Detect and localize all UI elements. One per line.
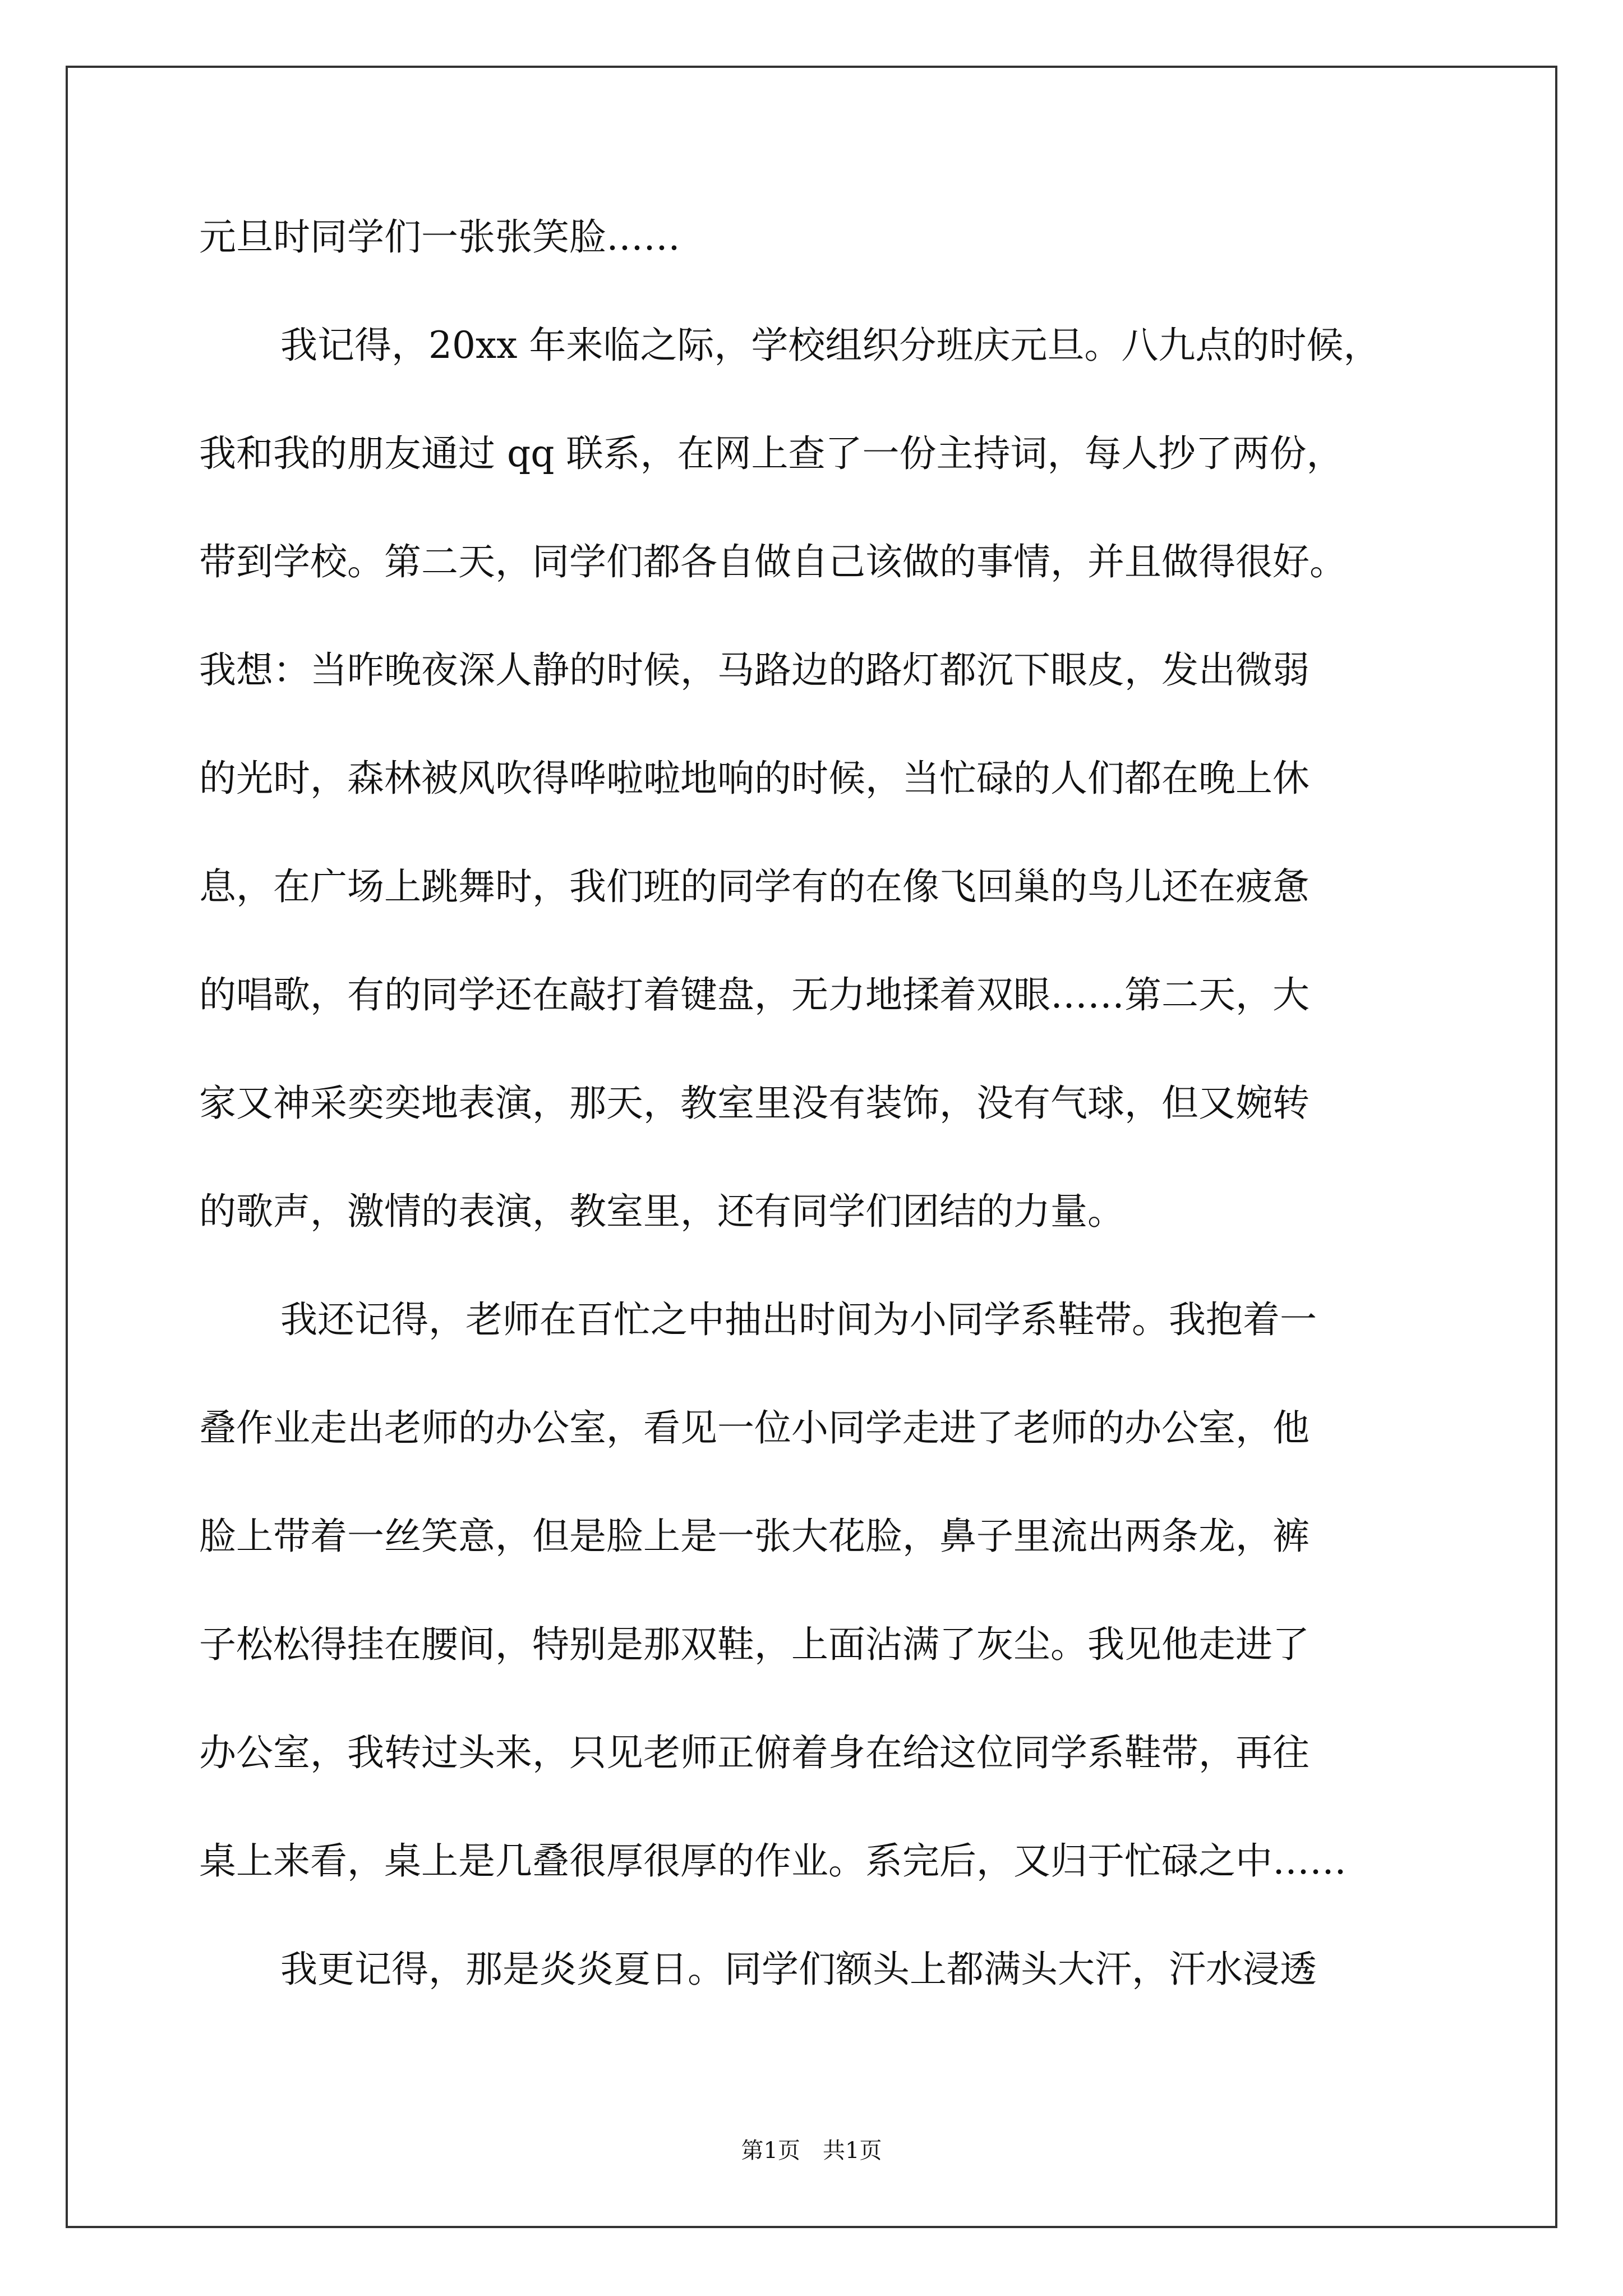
document-body [199,216,1489,2056]
text-line: 我想：当昨晚夜深人静的时候，马路边的路灯都沉下眼皮，发出微弱 [199,648,1310,692]
text-line: 桌上来看，桌上是几叠很厚很厚的作业。系完后，又归于忙碌之中…… [199,1839,1347,1883]
text-line: 子松松得挂在腰间，特别是那双鞋，上面沾满了灰尘。我见他走进了 [199,1623,1310,1666]
text-line: 办公室，我转过头来，只见老师正俯着身在给这位同学系鞋带，再往 [199,1731,1310,1774]
text-line: 我和我的朋友通过 qq 联系，在网上查了一份主持词，每人抄了两份， [199,432,1344,475]
page-footer: 第1页 共1页 [741,2138,882,2164]
text-line: 元旦时同学们一张张笑脸…… [199,215,680,259]
text-line: 的唱歌，有的同学还在敲打着键盘，无力地揉着双眼……第二天，大 [199,973,1310,1016]
text-line: 息，在广场上跳舞时，我们班的同学有的在像飞回巢的鸟儿还在疲惫 [199,865,1310,908]
text-line: 的光时，森林被风吹得哗啦啦地响的时候，当忙碌的人们都在晚上休 [199,757,1310,800]
text-line: 叠作业走出老师的办公室，看见一位小同学走进了老师的办公室，他 [199,1406,1310,1450]
text-line: 家又神采奕奕地表演，那天，教室里没有装饰，没有气球，但又婉转 [199,1082,1310,1125]
text-line: 我更记得，那是炎炎夏日。同学们额头上都满头大汗，汗水浸透 [280,1948,1317,1991]
text-line: 的歌声，激情的表演，教室里，还有同学们团结的力量。 [199,1190,1124,1233]
text-line: 我还记得，老师在百忙之中抽出时间为小同学系鞋带。我抱着一 [280,1298,1317,1341]
text-line: 我记得，20xx 年来临之际，学校组织分班庆元旦。八九点的时候， [280,324,1381,367]
text-line: 脸上带着一丝笑意，但是脸上是一张大花脸，鼻子里流出两条龙，裤 [199,1515,1310,1558]
text-line: 带到学校。第二天，同学们都各自做自己该做的事情，并且做得很好。 [199,540,1347,583]
